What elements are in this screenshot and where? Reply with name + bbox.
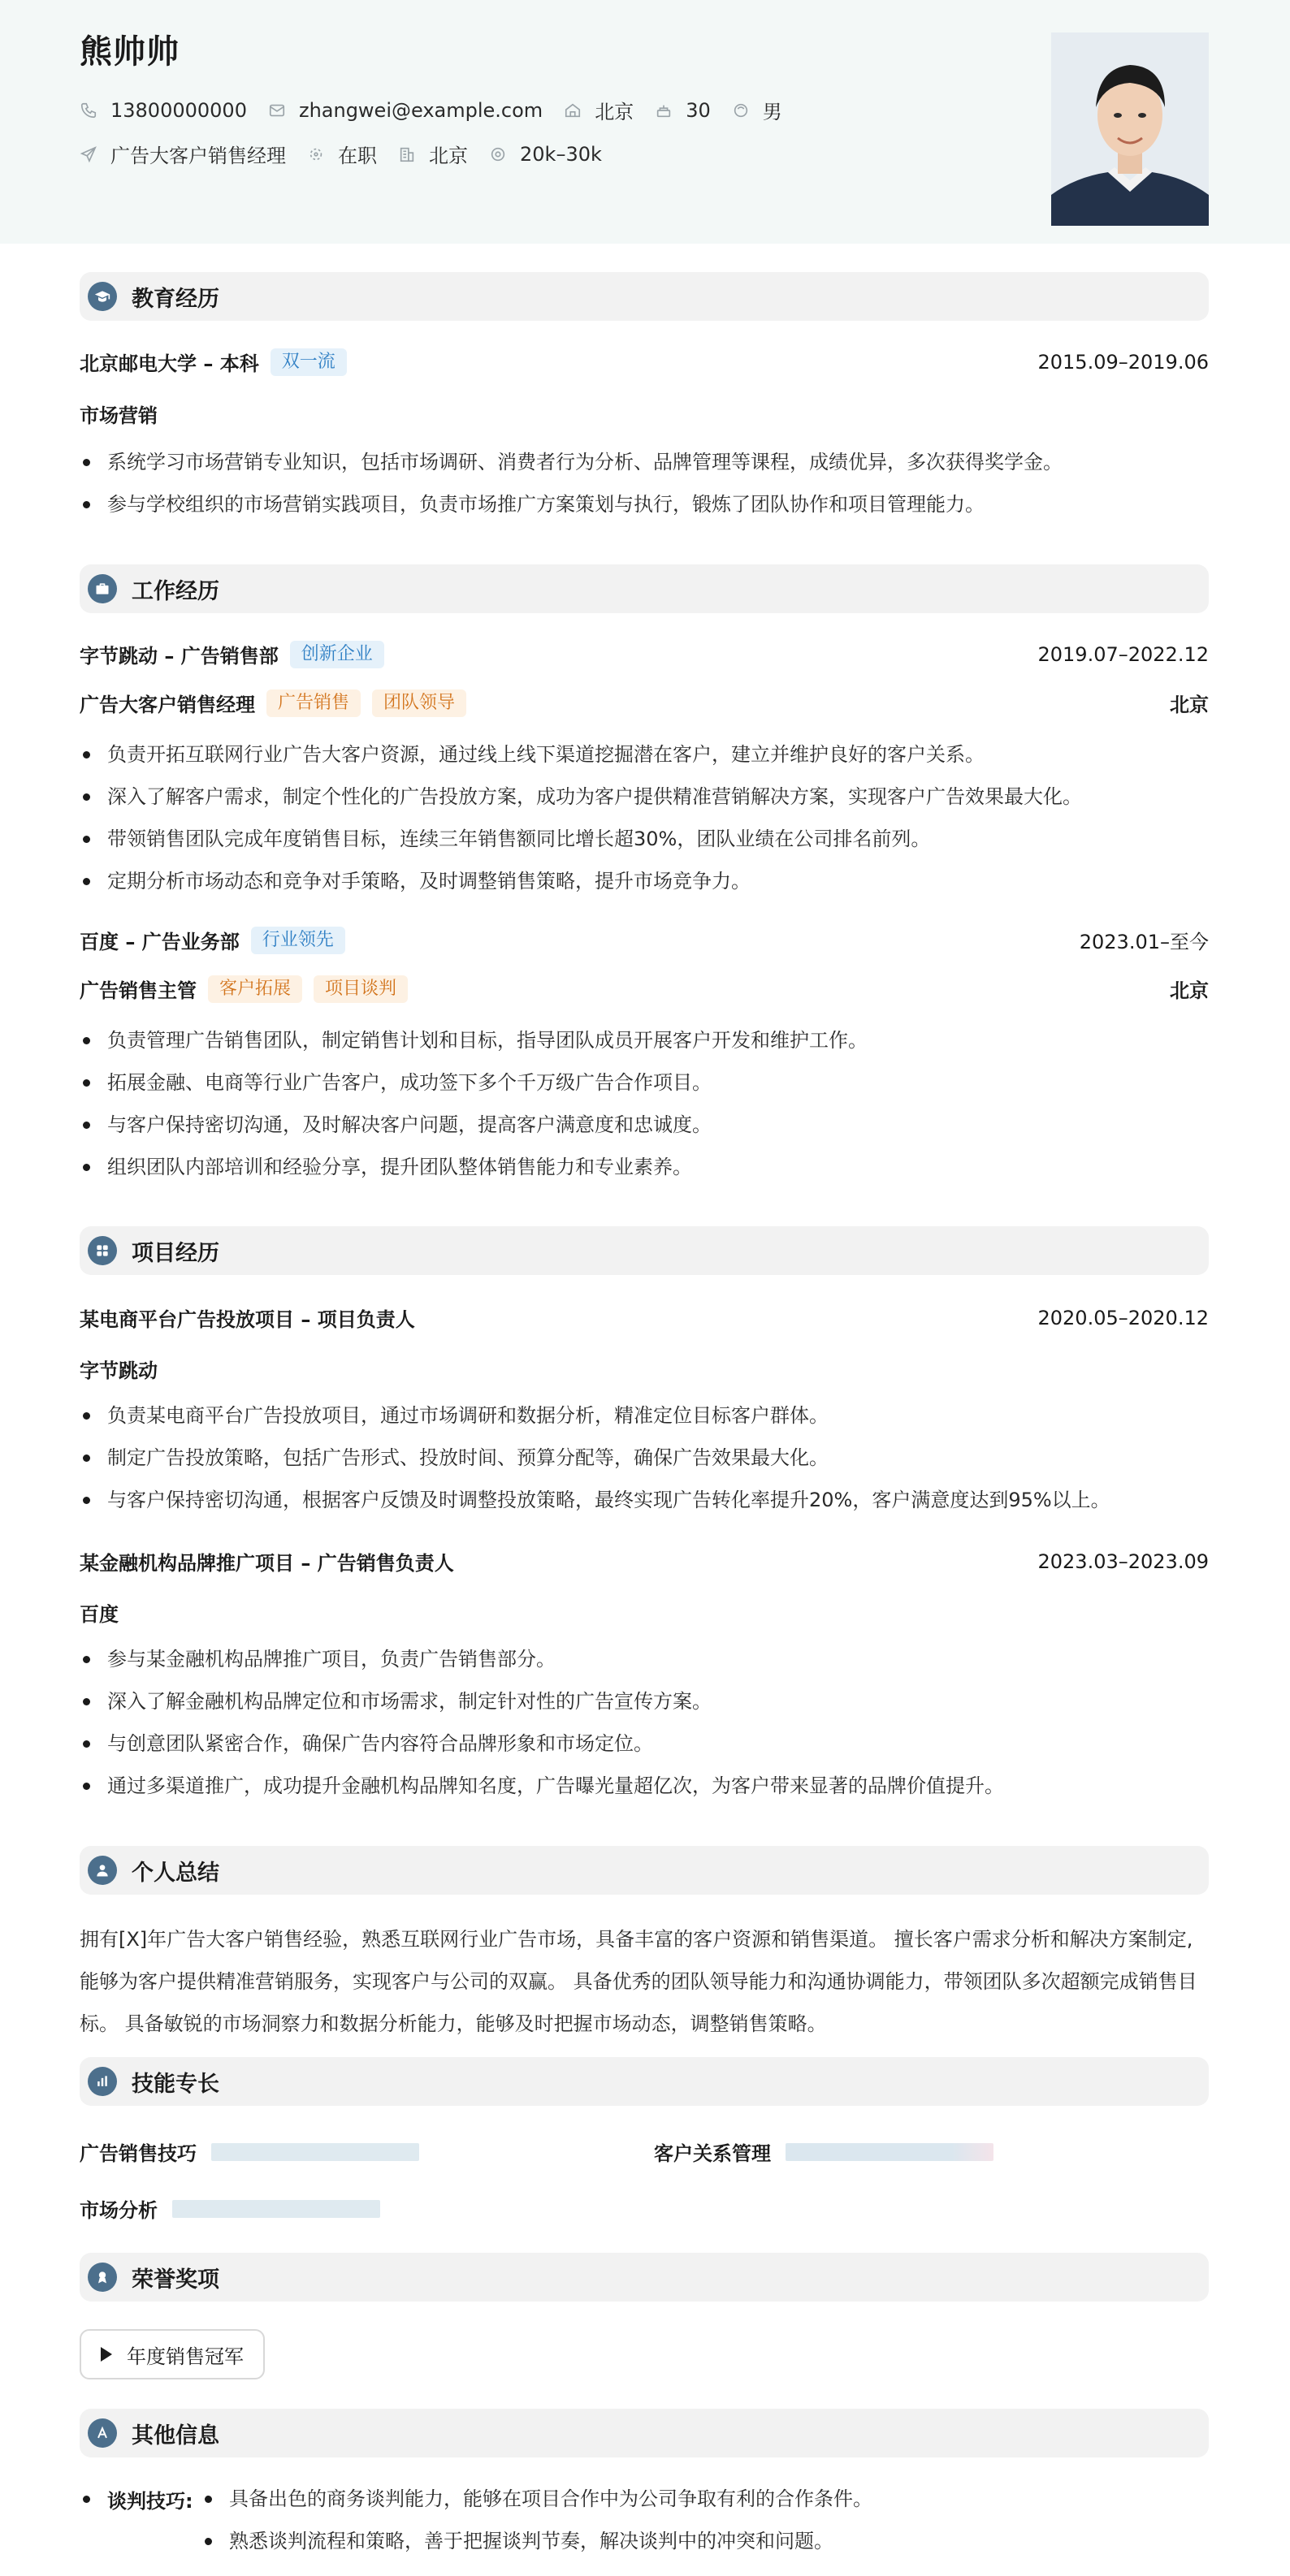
play-icon xyxy=(101,2347,112,2362)
target-job-text: 广告大客户销售经理 xyxy=(110,145,286,167)
skill-item xyxy=(80,2137,419,2166)
gender-info xyxy=(732,96,782,124)
section-education xyxy=(80,272,1209,321)
work-bullets xyxy=(80,1027,1209,1195)
project-org: 百度 xyxy=(80,1603,119,1626)
education-bullets xyxy=(80,448,1209,533)
award-icon xyxy=(88,2263,117,2292)
list-item: 制定广告投放策略，包括广告形式、投放时间、预算分配等，确保广告效果最大化。 xyxy=(80,1444,1209,1486)
summary-line: 标。 具备敏锐的市场洞察力和数据分析能力，能够及时把握市场动态，调整销售策略。 xyxy=(80,2012,827,2035)
salary-icon xyxy=(489,145,507,163)
building-icon xyxy=(398,145,416,163)
project-period: 2023.03–2023.09 xyxy=(1037,1549,1209,1573)
company-tag: 行业领先 xyxy=(251,927,345,954)
project-title: 某电商平台广告投放项目 – 项目负责人 xyxy=(80,1308,415,1331)
project-title-row xyxy=(80,1303,1209,1332)
age-icon xyxy=(655,102,673,119)
resume-header xyxy=(0,0,1290,244)
section-title: 教育经历 xyxy=(132,286,219,312)
list-item: 参与某金融机构品牌推广项目，负责广告销售部分。 xyxy=(80,1645,1209,1688)
company-name: 百度 – 广告业务部 xyxy=(80,931,240,953)
salary-info xyxy=(489,143,602,166)
role-tag: 项目谈判 xyxy=(314,975,408,1003)
gender-text: 男 xyxy=(762,101,782,123)
user-icon xyxy=(88,1856,117,1885)
phone-text: 13800000000 xyxy=(110,98,247,122)
role-name: 广告销售主管 xyxy=(80,979,197,1002)
summary-text xyxy=(80,1918,1209,2045)
role-tag: 团队领导 xyxy=(372,689,466,717)
list-item: 与创意团队紧密合作，确保广告内容符合品牌形象和市场定位。 xyxy=(80,1730,1209,1772)
chart-icon xyxy=(88,2067,117,2096)
work-company-row xyxy=(80,640,1209,668)
list-item: 负责管理广告销售团队，制定销售计划和目标，指导团队成员开展客户开发和维护工作。 xyxy=(80,1027,1209,1069)
work-period: 2023.01–至今 xyxy=(1079,931,1209,953)
intention-row xyxy=(80,140,623,168)
section-title: 荣誉奖项 xyxy=(132,2267,219,2293)
award-item[interactable] xyxy=(80,2329,265,2379)
major: 市场营销 xyxy=(80,404,158,427)
work-role-row xyxy=(80,689,1209,717)
summary-line: 拥有[X]年广告大客户销售经验，熟悉互联网行业广告市场，具备丰富的客户资源和销售渠道。 擅长客户需求分析和解决方案制定, xyxy=(80,1928,1193,1951)
phone-icon xyxy=(80,102,97,119)
role-name: 广告大客户销售经理 xyxy=(80,694,255,716)
project-title: 某金融机构品牌推广项目 – 广告销售负责人 xyxy=(80,1552,454,1575)
age-text: 30 xyxy=(686,98,711,122)
school-name: 北京邮电大学 – 本科 xyxy=(80,352,259,375)
gender-icon xyxy=(732,102,750,119)
project-bullets xyxy=(80,1645,1209,1814)
section-title: 工作经历 xyxy=(132,578,219,604)
role-tag: 客户拓展 xyxy=(208,975,302,1003)
section-title: 项目经历 xyxy=(132,1240,219,1266)
list-item: 与客户保持密切沟通，及时解决客户问题，提高客户满意度和忠诚度。 xyxy=(80,1111,1209,1153)
list-item: 负责开拓互联网行业广告大客户资源，通过线上线下渠道挖掘潜在客户，建立并维护良好的客户关系。 xyxy=(80,741,1209,783)
skill-item xyxy=(654,2137,993,2166)
age-info xyxy=(655,99,711,122)
project-bullets xyxy=(80,1402,1209,1528)
skill-name: 广告销售技巧 xyxy=(80,2142,197,2165)
list-item: 具备出色的商务谈判能力，能够在项目合作中为公司争取有利的合作条件。 xyxy=(200,2485,1207,2527)
job-info xyxy=(80,140,286,168)
section-other xyxy=(80,2409,1209,2457)
list-item: 深入了解客户需求，制定个性化的广告投放方案，成功为客户提供精准营销解决方案，实现客户广告效果最大化。 xyxy=(80,783,1209,825)
other-list xyxy=(200,2485,1207,2570)
skill-bar xyxy=(786,2143,993,2161)
candidate-name: 熊帅帅 xyxy=(80,33,180,71)
status-text: 在职 xyxy=(338,145,377,167)
letter-a-icon xyxy=(88,2418,117,2448)
section-awards xyxy=(80,2253,1209,2302)
list-item: 通过多渠道推广，成功提升金融机构品牌知名度，广告曝光量超亿次，为客户带来显著的品牌价值提升。 xyxy=(80,1772,1209,1814)
skill-name: 市场分析 xyxy=(80,2199,158,2222)
briefcase-icon xyxy=(88,574,117,603)
work-bullets xyxy=(80,741,1209,910)
skill-item xyxy=(80,2194,380,2223)
list-item: 组织团队内部培训和经验分享，提升团队整体销售能力和专业素养。 xyxy=(80,1153,1209,1195)
salary-text: 20k–30k xyxy=(520,142,602,166)
section-summary xyxy=(80,1846,1209,1895)
project-period: 2020.05–2020.12 xyxy=(1037,1306,1209,1329)
target-city-text: 北京 xyxy=(429,145,468,167)
city-text: 北京 xyxy=(595,101,634,123)
award-name: 年度销售冠军 xyxy=(127,2345,244,2368)
phone-info xyxy=(80,99,247,122)
contact-row xyxy=(80,96,803,124)
list-item: 参与学校组织的市场营销实践项目，负责市场推广方案策划与执行，锻炼了团队协作和项目管理能力。 xyxy=(80,491,1209,533)
status-icon xyxy=(307,145,325,163)
target-city-info xyxy=(398,140,468,168)
work-company-row xyxy=(80,926,1209,954)
status-info xyxy=(307,140,377,168)
work-role-row xyxy=(80,975,1209,1003)
list-item: 拓展金融、电商等行业广告客户，成功签下多个千万级广告合作项目。 xyxy=(80,1069,1209,1111)
project-org: 字节跳动 xyxy=(80,1359,158,1382)
company-name: 字节跳动 – 广告销售部 xyxy=(80,645,279,668)
skill-name: 客户关系管理 xyxy=(654,2142,771,2165)
list-item: 带领销售团队完成年度销售目标，连续三年销售额同比增长超30%，团队业绩在公司排名前列。 xyxy=(80,825,1209,867)
company-tag: 创新企业 xyxy=(290,641,384,668)
section-title: 其他信息 xyxy=(132,2423,219,2448)
graduation-cap-icon xyxy=(88,282,117,311)
role-tag: 广告销售 xyxy=(266,689,361,717)
work-location: 北京 xyxy=(1170,694,1209,716)
section-title: 个人总结 xyxy=(132,1860,219,1886)
city-info xyxy=(564,96,634,124)
list-item: 深入了解金融机构品牌定位和市场需求，制定针对性的广告宣传方案。 xyxy=(80,1688,1209,1730)
skill-bar xyxy=(211,2143,419,2161)
email-text: zhangwei@example.com xyxy=(298,98,543,122)
list-item: 系统学习市场营销专业知识，包括市场调研、消费者行为分析、品牌管理等课程，成绩优异，多次获得奖学金。 xyxy=(80,448,1209,491)
school-tag: 双一流 xyxy=(271,348,347,376)
summary-line: 能够为客户提供精准营销服务，实现客户与公司的双赢。 具备优秀的团队领导能力和沟通协调能力，带领团队多次超额完成销售目 xyxy=(80,1970,1197,1993)
home-icon xyxy=(564,102,582,119)
list-item: 负责某电商平台广告投放项目，通过市场调研和数据分析，精准定位目标客户群体。 xyxy=(80,1402,1209,1444)
other-key: 谈判技巧: xyxy=(80,2485,193,2513)
work-period: 2019.07–2022.12 xyxy=(1037,642,1209,666)
section-skills xyxy=(80,2057,1209,2106)
work-location: 北京 xyxy=(1170,979,1209,1002)
skill-bar xyxy=(172,2200,380,2218)
list-item: 与客户保持密切沟通，根据客户反馈及时调整投放策略，最终实现广告转化率提升20%，客户满意度达到95%以上。 xyxy=(80,1486,1209,1528)
email-info xyxy=(268,99,543,122)
mail-icon xyxy=(268,102,286,119)
section-work xyxy=(80,564,1209,613)
project-title-row xyxy=(80,1547,1209,1575)
list-item: 定期分析市场动态和竞争对手策略，及时调整销售策略，提升市场竞争力。 xyxy=(80,867,1209,910)
list-item: 熟悉谈判流程和策略，善于把握谈判节奏，解决谈判中的冲突和问题。 xyxy=(200,2527,1207,2570)
education-period: 2015.09–2019.06 xyxy=(1037,350,1209,374)
send-icon xyxy=(80,145,97,163)
section-title: 技能专长 xyxy=(132,2071,219,2097)
grid-icon xyxy=(88,1236,117,1265)
profile-photo xyxy=(1051,32,1209,226)
education-row xyxy=(80,348,1209,376)
section-projects xyxy=(80,1226,1209,1275)
